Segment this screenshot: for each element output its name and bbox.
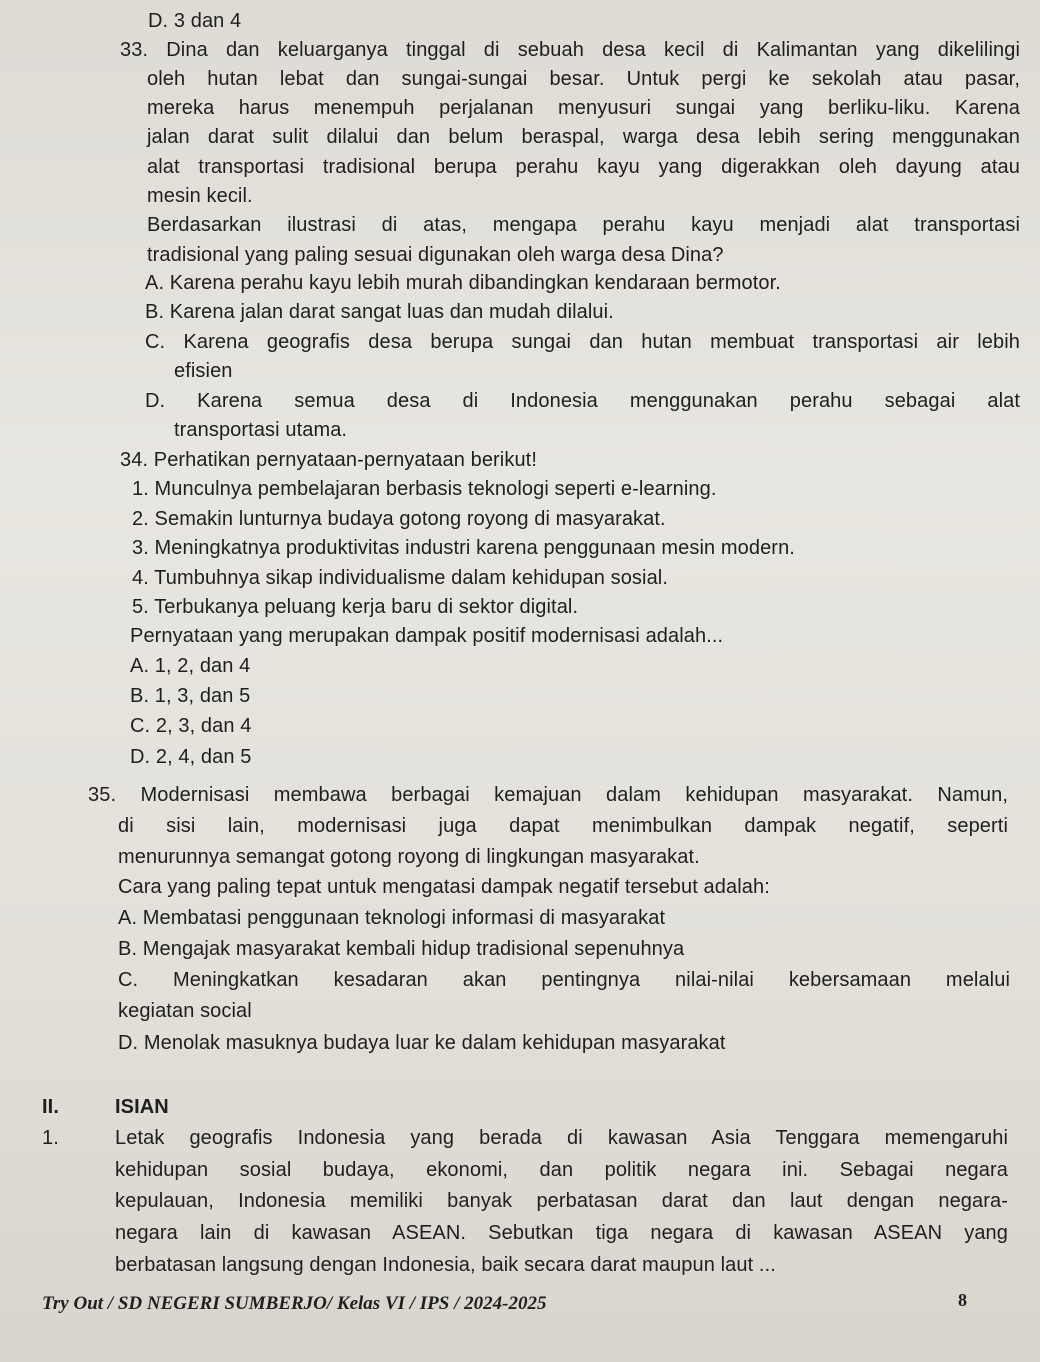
q33-option-c: C. Karena geografis desa berupa sungai dan hutan membuat transportasi air lebih [145,331,1020,353]
q35-option-a: A. Membatasi penggunaan teknologi informasi di masyarakat [118,907,666,929]
isian-item-line: negara lain di kawasan ASEAN. Sebutkan tiga negara di kawasan ASEAN yang [115,1222,1008,1244]
q35-option-b: B. Mengajak masyarakat kembali hidup tradisional sepenuhnya [118,938,685,960]
q33-line: Berdasarkan ilustrasi di atas, mengapa perahu kayu menjadi alat transportasi [147,214,1020,236]
q33-line: 33. Dina dan keluarganya tinggal di sebuah desa kecil di Kalimantan yang dikelilingi [120,39,1020,61]
q35-line: menurunnya semangat gotong royong di lingkungan masyarakat. [118,846,700,868]
q35-option-c: C. Meningkatkan kesadaran akan pentingnya nilai-nilai kebersamaan melalui [118,969,1010,991]
isian-item-line: kepulauan, Indonesia memiliki banyak perbatasan darat dan laut dengan negara- [115,1190,1008,1212]
q33-line: mesin kecil. [147,185,253,207]
q34-stem: 34. Perhatikan pernyataan-pernyataan berikut! [120,449,537,471]
q33-option-d: D. Karena semua desa di Indonesia menggunakan perahu sebagai alat [145,390,1020,412]
q35-line: di sisi lain, modernisasi juga dapat menimbulkan dampak negatif, seperti [118,815,1008,837]
q33-option-d-cont: transportasi utama. [174,419,348,441]
q35-option-c-cont: kegiatan social [118,1000,252,1022]
q34-statement: 5. Terbukanya peluang kerja baru di sektor digital. [132,596,579,618]
q35-line: Cara yang paling tepat untuk mengatasi dampak negatif tersebut adalah: [118,876,770,898]
isian-item-line: berbatasan langsung dengan Indonesia, baik secara darat maupun laut ... [115,1254,776,1276]
q33-option-c-cont: efisien [174,360,233,382]
isian-item-line: kehidupan sosial budaya, ekonomi, dan politik negara ini. Sebagai negara [115,1159,1008,1181]
q35-line: 35. Modernisasi membawa berbagai kemajuan dalam kehidupan masyarakat. Namun, [88,784,1008,806]
q34-statement: 4. Tumbuhnya sikap individualisme dalam kehidupan sosial. [132,567,669,589]
q33-line: alat transportasi tradisional berupa perahu kayu yang digerakkan oleh dayung atau [147,156,1020,178]
q35-option-d: D. Menolak masuknya budaya luar ke dalam kehidupan masyarakat [118,1032,726,1054]
page-number: 8 [958,1290,967,1310]
q34-question: Pernyataan yang merupakan dampak positif modernisasi adalah... [130,625,724,647]
q33-line: mereka harus menempuh perjalanan menyusuri sungai yang berliku-liku. Karena [147,97,1020,119]
q33-option-a: A. Karena perahu kayu lebih murah dibandingkan kendaraan bermotor. [145,272,781,294]
q34-option-c: C. 2, 3, dan 4 [130,715,252,737]
q33-option-b: B. Karena jalan darat sangat luas dan mudah dilalui. [145,301,614,323]
q34-option-d: D. 2, 4, dan 5 [130,746,252,768]
q33-line: tradisional yang paling sesuai digunakan oleh warga desa Dina? [147,244,724,266]
q33-line: jalan darat sulit dilalui dan belum beraspal, warga desa lebih sering menggunakan [147,126,1020,148]
q34-statement: 1. Munculnya pembelajaran berbasis teknologi seperti e-learning. [132,478,717,500]
q33-line: oleh hutan lebat dan sungai-sungai besar. Untuk pergi ke sekolah atau pasar, [147,68,1020,90]
q34-statement: 2. Semakin lunturnya budaya gotong royong di masyarakat. [132,508,666,530]
q34-option-b: B. 1, 3, dan 5 [130,685,251,707]
q34-statement: 3. Meningkatnya produktivitas industri karena penggunaan mesin modern. [132,537,795,559]
isian-item-number: 1. [42,1127,59,1149]
q34-option-a: A. 1, 2, dan 4 [130,655,251,677]
isian-item-line: Letak geografis Indonesia yang berada di kawasan Asia Tenggara memengaruhi [115,1127,1008,1149]
prev-question-option-d: D. 3 dan 4 [148,10,242,32]
footer-title: Try Out / SD NEGERI SUMBERJO/ Kelas VI / IPS / 2024-2025 [42,1293,547,1314]
section-number: II. [42,1096,59,1118]
section-title: ISIAN [115,1096,169,1118]
